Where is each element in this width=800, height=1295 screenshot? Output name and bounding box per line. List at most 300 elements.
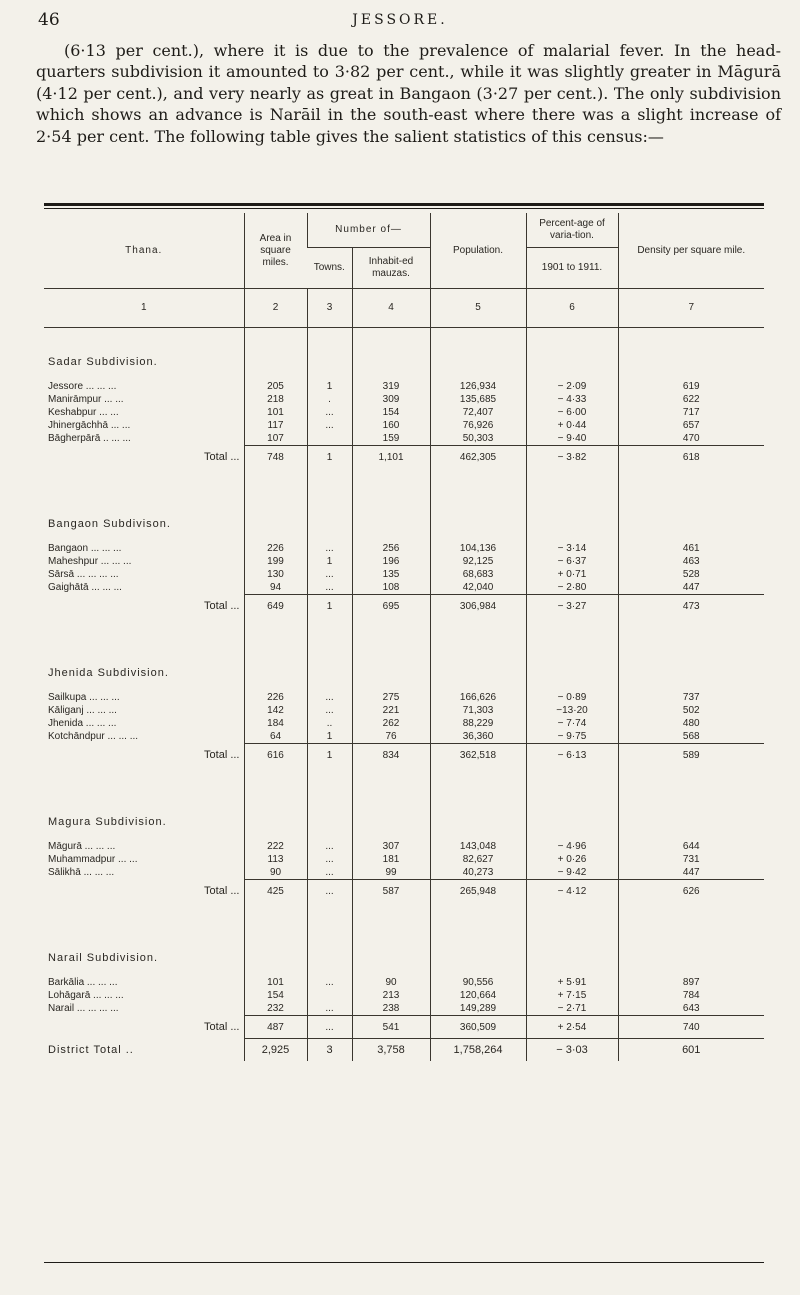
empty-cell — [526, 681, 618, 691]
table-cell: 695 — [352, 595, 430, 618]
table-cell: ... — [307, 568, 352, 581]
empty-cell — [44, 681, 244, 691]
empty-cell — [618, 468, 764, 516]
table-cell: 1 — [307, 730, 352, 744]
table-cell: 618 — [618, 446, 764, 469]
table-cell: 221 — [352, 704, 430, 717]
thana-row — [44, 432, 764, 446]
empty-cell — [307, 328, 352, 355]
empty-cell — [526, 328, 618, 355]
table-cell: 101 — [244, 406, 307, 419]
thana-name: Lohāgarā ... ... ... — [48, 990, 124, 1001]
empty-cell — [352, 532, 430, 542]
section-gap — [44, 830, 764, 840]
table-cell: 740 — [618, 1016, 764, 1039]
empty-cell — [352, 902, 430, 950]
table-cell: ... — [307, 976, 352, 989]
table-cell: 1 — [307, 380, 352, 393]
empty-cell — [618, 328, 764, 355]
table-cell: − 2·71 — [526, 1002, 618, 1016]
thana-name: Muhammadpur ... ... — [48, 854, 138, 865]
table-cell: 425 — [244, 880, 307, 903]
body-paragraph — [36, 40, 781, 147]
table-cell: 76 — [352, 730, 430, 744]
empty-cell — [618, 681, 764, 691]
empty-cell — [352, 370, 430, 380]
empty-cell — [352, 681, 430, 691]
empty-cell — [526, 902, 618, 950]
table-cell: − 2·80 — [526, 581, 618, 595]
table-cell: + 7·15 — [526, 989, 618, 1002]
empty-cell — [430, 766, 526, 814]
empty-cell — [430, 814, 526, 830]
table-body — [44, 328, 764, 1062]
thana-name: Jessore ... ... ... — [48, 381, 117, 392]
subdivision-total-row — [44, 1016, 764, 1039]
table-cell: 541 — [352, 1016, 430, 1039]
table-cell: 731 — [618, 853, 764, 866]
empty-cell — [618, 830, 764, 840]
table-top-rule-thin — [44, 208, 764, 209]
total-label: Total ... — [204, 599, 240, 612]
table-cell: 196 — [352, 555, 430, 568]
table-cell: ... — [307, 691, 352, 704]
thana-name: Sālikhā ... ... ... — [48, 867, 115, 879]
table-cell: 1 — [307, 446, 352, 469]
empty-cell — [352, 516, 430, 532]
section-title: Sadar Subdivision. — [48, 356, 158, 368]
table-cell: 3 — [307, 1039, 352, 1062]
table-cell: − 9·40 — [526, 432, 618, 446]
table-cell: 748 — [244, 446, 307, 469]
thana-name: Sailkupa ... ... ... — [48, 692, 120, 703]
table-cell: 218 — [244, 393, 307, 406]
empty-cell — [244, 830, 307, 840]
table-cell: 36,360 — [430, 730, 526, 744]
thana-row — [44, 1002, 764, 1016]
section-title-row — [44, 354, 764, 370]
table-cell: 619 — [618, 380, 764, 393]
table-cell: 897 — [618, 976, 764, 989]
table-cell: − 3·03 — [526, 1039, 618, 1062]
section-gap — [44, 681, 764, 691]
empty-cell — [307, 468, 352, 516]
table-cell: 71,303 — [430, 704, 526, 717]
empty-cell — [618, 516, 764, 532]
table-cell: 135,685 — [430, 393, 526, 406]
table-cell: 487 — [244, 1016, 307, 1039]
empty-cell — [526, 370, 618, 380]
table-cell: 275 — [352, 691, 430, 704]
thana-row — [44, 406, 764, 419]
header-towns: Towns. — [307, 248, 352, 289]
empty-cell — [526, 468, 618, 516]
thana-row — [44, 568, 764, 581]
header-number-of: Number of— — [307, 213, 430, 248]
table-cell: 135 — [352, 568, 430, 581]
running-head: JESSORE. — [352, 12, 448, 28]
empty-cell — [618, 354, 764, 370]
thana-row — [44, 555, 764, 568]
table-cell: − 3·82 — [526, 446, 618, 469]
empty-cell — [430, 516, 526, 532]
empty-cell — [526, 966, 618, 976]
table-cell: − 6·00 — [526, 406, 618, 419]
table-cell: 502 — [618, 704, 764, 717]
thana-name: Barkālia ... ... ... — [48, 977, 118, 988]
empty-cell — [526, 617, 618, 665]
table-cell: 92,125 — [430, 555, 526, 568]
table-cell: 307 — [352, 840, 430, 853]
table-cell: 160 — [352, 419, 430, 432]
empty-cell — [244, 902, 307, 950]
empty-cell — [618, 532, 764, 542]
empty-cell — [526, 532, 618, 542]
thana-row — [44, 380, 764, 393]
table-cell: 1 — [307, 744, 352, 767]
empty-cell — [526, 354, 618, 370]
table-cell: 108 — [352, 581, 430, 595]
district-total-label: District Total .. — [48, 1043, 134, 1056]
table-cell: 717 — [618, 406, 764, 419]
header-variation-period: 1901 to 1911. — [526, 248, 618, 289]
empty-cell — [244, 950, 307, 966]
empty-cell — [352, 830, 430, 840]
empty-cell — [244, 516, 307, 532]
table-cell: 589 — [618, 744, 764, 767]
empty-cell — [352, 328, 430, 355]
empty-cell — [307, 966, 352, 976]
empty-cell — [44, 617, 244, 665]
table-cell: − 9·42 — [526, 866, 618, 880]
subdivision-total-row — [44, 880, 764, 903]
table-cell: + 0·26 — [526, 853, 618, 866]
table-cell: 644 — [618, 840, 764, 853]
empty-cell — [44, 468, 244, 516]
table-cell: ... — [307, 406, 352, 419]
table-cell: 159 — [352, 432, 430, 446]
thana-name: Keshabpur ... ... — [48, 407, 119, 418]
empty-cell — [618, 665, 764, 681]
thana-row — [44, 840, 764, 853]
table-cell: 68,683 — [430, 568, 526, 581]
table-cell: 64 — [244, 730, 307, 744]
thana-row — [44, 989, 764, 1002]
table-cell: 222 — [244, 840, 307, 853]
empty-cell — [352, 814, 430, 830]
section-title: Jhenida Subdivision. — [48, 667, 169, 679]
header-density: Density per square mile. — [618, 213, 764, 289]
empty-cell — [430, 950, 526, 966]
empty-cell — [44, 830, 244, 840]
thana-row — [44, 853, 764, 866]
table-cell: ... — [307, 1002, 352, 1016]
table-cell: 447 — [618, 581, 764, 595]
empty-cell — [352, 468, 430, 516]
table-cell: 113 — [244, 853, 307, 866]
district-total-row — [44, 1039, 764, 1062]
table-cell: 262 — [352, 717, 430, 730]
empty-cell — [244, 617, 307, 665]
table-cell: 601 — [618, 1039, 764, 1062]
table-cell: 265,948 — [430, 880, 526, 903]
empty-cell — [307, 766, 352, 814]
col-number: 6 — [526, 289, 618, 328]
total-label: Total ... — [204, 884, 240, 897]
table-cell: 3,758 — [352, 1039, 430, 1062]
empty-cell — [430, 830, 526, 840]
section-title: Narail Subdivision. — [48, 952, 159, 964]
table-cell: 473 — [618, 595, 764, 618]
empty-cell — [352, 766, 430, 814]
subdivision-total-row — [44, 744, 764, 767]
table-cell: ... — [307, 581, 352, 595]
table-cell: − 4·96 — [526, 840, 618, 853]
col-number: 3 — [307, 289, 352, 328]
table-top-rule — [44, 203, 764, 206]
table-cell: 42,040 — [430, 581, 526, 595]
col-number: 5 — [430, 289, 526, 328]
table-cell: 232 — [244, 1002, 307, 1016]
empty-cell — [307, 370, 352, 380]
table-cell: 90 — [352, 976, 430, 989]
thana-row — [44, 717, 764, 730]
empty-cell — [244, 681, 307, 691]
empty-cell — [307, 814, 352, 830]
table-cell: 226 — [244, 691, 307, 704]
table-cell: 90 — [244, 866, 307, 880]
total-label: Total ... — [204, 748, 240, 761]
empty-cell — [307, 354, 352, 370]
section-gap — [44, 370, 764, 380]
empty-cell — [244, 665, 307, 681]
empty-cell — [352, 950, 430, 966]
table-cell: 149,289 — [430, 1002, 526, 1016]
section-gap — [44, 966, 764, 976]
table-cell: ... — [307, 1016, 352, 1039]
table-cell: 587 — [352, 880, 430, 903]
empty-cell — [244, 354, 307, 370]
section-spacer — [44, 902, 764, 950]
table-cell: − 3·27 — [526, 595, 618, 618]
table-cell: 1,758,264 — [430, 1039, 526, 1062]
table-cell: 99 — [352, 866, 430, 880]
empty-cell — [526, 516, 618, 532]
empty-cell — [244, 370, 307, 380]
table-cell: 76,926 — [430, 419, 526, 432]
page-number: 46 — [38, 10, 60, 30]
table-cell: 120,664 — [430, 989, 526, 1002]
table-cell: ... — [307, 704, 352, 717]
thana-row — [44, 419, 764, 432]
table-cell: 319 — [352, 380, 430, 393]
thana-name: Manirāmpur ... ... — [48, 394, 124, 405]
table-cell: 154 — [352, 406, 430, 419]
section-title: Magura Subdivision. — [48, 816, 167, 828]
table-cell: 238 — [352, 1002, 430, 1016]
empty-cell — [526, 665, 618, 681]
table-cell: 568 — [618, 730, 764, 744]
table-cell: 143,048 — [430, 840, 526, 853]
thana-name: Bangaon ... ... ... — [48, 543, 122, 554]
header-population: Population. — [430, 213, 526, 289]
empty-cell — [526, 950, 618, 966]
table-cell — [307, 989, 352, 1002]
thana-name: Jhinergāchhā ... ... — [48, 420, 131, 431]
col-number: 2 — [244, 289, 307, 328]
total-label: Total ... — [204, 1021, 240, 1033]
empty-cell — [307, 681, 352, 691]
table-cell: 130 — [244, 568, 307, 581]
thana-name: Sārsā ... ... ... ... — [48, 569, 119, 580]
thana-name: Kotchāndpur ... ... ... — [48, 731, 139, 743]
thana-row — [44, 581, 764, 595]
section-title: Bangaon Subdivison. — [48, 518, 171, 530]
table-cell: 834 — [352, 744, 430, 767]
section-gap — [44, 532, 764, 542]
table-cell: 101 — [244, 976, 307, 989]
table-cell: 2,925 — [244, 1039, 307, 1062]
empty-cell — [352, 354, 430, 370]
thana-row — [44, 976, 764, 989]
table-cell: − 9·75 — [526, 730, 618, 744]
table-cell: 622 — [618, 393, 764, 406]
empty-cell — [526, 766, 618, 814]
table-cell: 309 — [352, 393, 430, 406]
empty-cell — [430, 468, 526, 516]
table-cell: −13·20 — [526, 704, 618, 717]
empty-cell — [430, 681, 526, 691]
empty-cell — [618, 902, 764, 950]
table-cell: 126,934 — [430, 380, 526, 393]
table-cell: 360,509 — [430, 1016, 526, 1039]
table-cell: 205 — [244, 380, 307, 393]
empty-cell — [618, 814, 764, 830]
table-cell: ... — [307, 419, 352, 432]
table-cell: 213 — [352, 989, 430, 1002]
header-mauzas: Inhabit-ed mauzas. — [352, 248, 430, 289]
table-cell: 181 — [352, 853, 430, 866]
table-cell: ... — [307, 840, 352, 853]
table-cell: ... — [307, 853, 352, 866]
census-table — [44, 213, 764, 1061]
empty-cell — [618, 966, 764, 976]
table-cell: 362,518 — [430, 744, 526, 767]
empty-cell — [430, 532, 526, 542]
empty-cell — [526, 814, 618, 830]
table-cell: + 0·44 — [526, 419, 618, 432]
empty-cell — [352, 966, 430, 976]
table-cell: 166,626 — [430, 691, 526, 704]
table-cell: 447 — [618, 866, 764, 880]
section-title-row — [44, 665, 764, 681]
table-cell — [307, 432, 352, 446]
table-cell: 107 — [244, 432, 307, 446]
table-cell: − 3·14 — [526, 542, 618, 555]
table-cell: 657 — [618, 419, 764, 432]
empty-cell — [44, 766, 244, 814]
empty-cell — [244, 966, 307, 976]
table-cell: 94 — [244, 581, 307, 595]
empty-cell — [430, 354, 526, 370]
col-number: 1 — [44, 289, 244, 328]
table-cell: 462,305 — [430, 446, 526, 469]
empty-cell — [618, 617, 764, 665]
empty-cell — [618, 370, 764, 380]
table-cell: 306,984 — [430, 595, 526, 618]
table-cell: − 7·74 — [526, 717, 618, 730]
thana-row — [44, 704, 764, 717]
table-cell: − 2·09 — [526, 380, 618, 393]
table-cell: 626 — [618, 880, 764, 903]
empty-cell — [618, 950, 764, 966]
thana-row — [44, 866, 764, 880]
empty-cell — [307, 950, 352, 966]
thana-row — [44, 393, 764, 406]
empty-cell — [430, 370, 526, 380]
empty-cell — [430, 902, 526, 950]
table-cell: 72,407 — [430, 406, 526, 419]
table-cell: 461 — [618, 542, 764, 555]
empty-cell — [244, 814, 307, 830]
table-cell: 737 — [618, 691, 764, 704]
section-title-row — [44, 814, 764, 830]
table-cell: 256 — [352, 542, 430, 555]
empty-cell — [430, 328, 526, 355]
table-cell: 784 — [618, 989, 764, 1002]
table-cell: 463 — [618, 555, 764, 568]
table-cell: ... — [307, 880, 352, 903]
empty-cell — [244, 766, 307, 814]
subdivision-total-row — [44, 595, 764, 618]
section-title-row — [44, 516, 764, 532]
table-cell: 1 — [307, 555, 352, 568]
empty-cell — [526, 830, 618, 840]
thana-name: Kāliganj ... ... ... — [48, 705, 117, 716]
table-cell: 117 — [244, 419, 307, 432]
empty-cell — [307, 830, 352, 840]
paragraph-text: (6·13 per cent.), where it is due to the prevalence of malarial fever. In the head-quarters subdivision it amounted to 3·82 per cent., while it was slightly greater in Māgurā (4·12 per cent.), and very nearly as great in Bangaon (3·27 per cent.). The only subdivision which shows an advance is Narāil in the south-east where there was a slight increase of 2·54 per cent. The following table gives the salient statistics of this census:— — [36, 41, 781, 146]
subdivision-total-row — [44, 446, 764, 469]
thana-name: Gaighātā ... ... ... — [48, 582, 122, 594]
table-cell: ... — [307, 542, 352, 555]
empty-cell — [307, 665, 352, 681]
table-cell: 480 — [618, 717, 764, 730]
table-cell: − 4·12 — [526, 880, 618, 903]
total-label: Total ... — [204, 450, 240, 463]
table-cell: + 2·54 — [526, 1016, 618, 1039]
empty-cell — [244, 532, 307, 542]
thana-name: Māgurā ... ... ... — [48, 841, 116, 852]
header-thana: Thana. — [125, 244, 163, 256]
table-cell: − 6·37 — [526, 555, 618, 568]
table-cell: 649 — [244, 595, 307, 618]
table-cell: 88,229 — [430, 717, 526, 730]
thana-name: Maheshpur ... ... ... — [48, 556, 132, 567]
thana-name: Jhenida ... ... ... — [48, 718, 117, 729]
empty-cell — [430, 617, 526, 665]
table-cell: + 0·71 — [526, 568, 618, 581]
section-spacer — [44, 617, 764, 665]
table-cell: 142 — [244, 704, 307, 717]
section-title-row — [44, 950, 764, 966]
table-cell: 154 — [244, 989, 307, 1002]
empty-cell — [430, 665, 526, 681]
empty-cell — [44, 532, 244, 542]
table-cell: 226 — [244, 542, 307, 555]
empty-cell — [44, 902, 244, 950]
thana-name: Narail ... ... ... ... — [48, 1003, 119, 1015]
